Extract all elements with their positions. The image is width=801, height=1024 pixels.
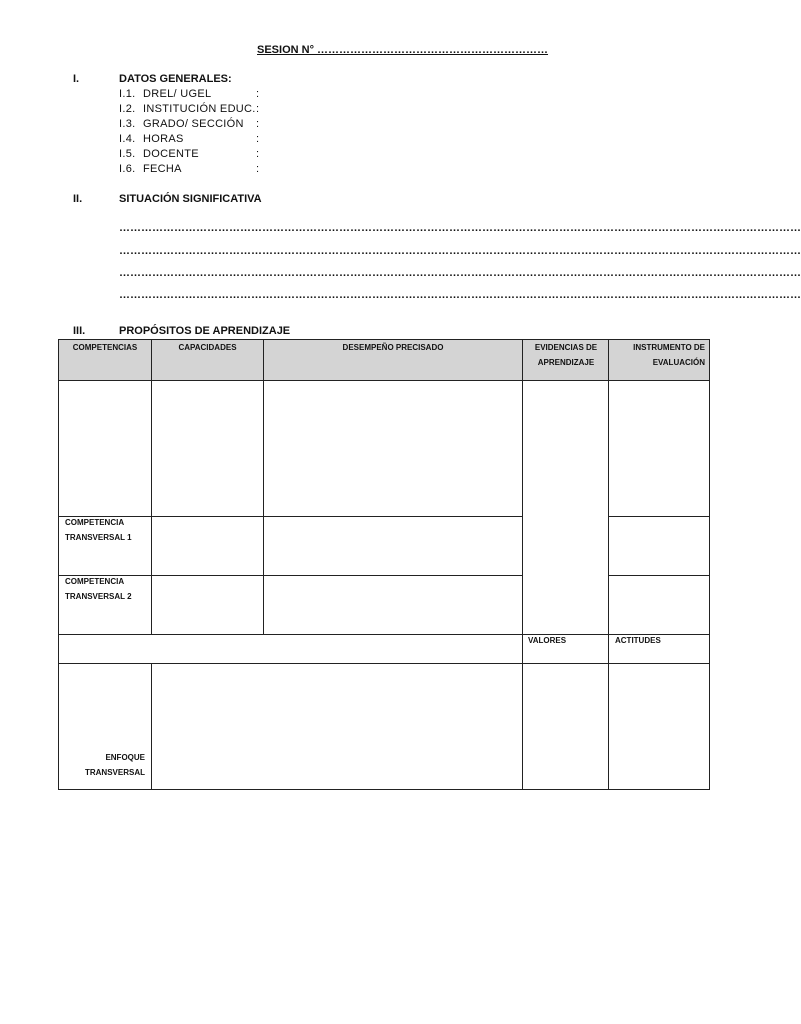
fill-line-1: …………………………………………………………………………………………………………………………………………………………………… <box>119 222 801 234</box>
capacidades-cell[interactable] <box>152 381 263 516</box>
item-5-label: DOCENTE <box>143 148 199 160</box>
item-5-number: I.5. <box>119 148 136 160</box>
competencias-cell[interactable] <box>59 381 151 516</box>
competencia-transversal-2-label: COMPETENCIA TRANSVERSAL 2 <box>65 577 132 601</box>
item-3-colon: : <box>256 118 260 130</box>
actitudes-label: ACTITUDES <box>615 636 661 645</box>
item-4-colon: : <box>256 133 260 145</box>
header-instrumento: INSTRUMENTO DE EVALUACIÓN <box>633 343 705 367</box>
learning-purposes-table <box>58 339 710 790</box>
divider <box>608 575 709 576</box>
header-evidencias: EVIDENCIAS DE APRENDIZAJE <box>534 343 598 367</box>
session-title: SESION N° ……………………………………………………… <box>257 44 549 56</box>
item-5-colon: : <box>256 148 260 160</box>
section-1-number: I. <box>73 73 80 85</box>
fill-line-3: …………………………………………………………………………………………………………………………………………………………………… <box>119 267 801 279</box>
item-6-label: FECHA <box>143 163 182 175</box>
item-1-number: I.1. <box>119 88 136 100</box>
item-4-label: HORAS <box>143 133 184 145</box>
divider <box>59 634 709 635</box>
item-1-colon: : <box>256 88 260 100</box>
header-capacidades: CAPACIDADES <box>178 343 237 352</box>
item-3-label: GRADO/ SECCIÓN <box>143 118 244 130</box>
item-1-label: DREL/ UGEL <box>143 88 212 100</box>
header-competencias: COMPETENCIAS <box>72 343 138 352</box>
enfoque-content-cell[interactable] <box>152 664 522 790</box>
divider <box>608 516 709 517</box>
section-2-heading: SITUACIÓN SIGNIFICATIVA <box>119 193 262 205</box>
fill-line-2: …………………………………………………………………………………………………………………………………………………………………… <box>119 245 801 257</box>
competencia-transversal-1-label: COMPETENCIA TRANSVERSAL 1 <box>65 518 132 542</box>
item-3-number: I.3. <box>119 118 136 130</box>
section-3-number: III. <box>73 325 86 337</box>
evidencias-cell[interactable] <box>523 381 608 634</box>
enfoque-transversal-label: ENFOQUE TRANSVERSAL <box>84 753 145 777</box>
instrumento-cell[interactable] <box>609 381 709 516</box>
section-1-heading: DATOS GENERALES: <box>119 73 232 85</box>
section-2-number: II. <box>73 193 83 205</box>
item-6-colon: : <box>256 163 260 175</box>
header-desempeno: DESEMPEÑO PRECISADO <box>342 343 444 352</box>
item-2-colon: : <box>256 103 260 115</box>
item-2-label: INSTITUCIÓN EDUC. <box>143 103 256 115</box>
item-6-number: I.6. <box>119 163 136 175</box>
item-2-number: I.2. <box>119 103 136 115</box>
fill-line-4: …………………………………………………………………………………………………………………………………………………………………… <box>119 289 801 301</box>
valores-label: VALORES <box>528 636 567 645</box>
item-4-number: I.4. <box>119 133 136 145</box>
section-3-heading: PROPÓSITOS DE APRENDIZAJE <box>119 325 291 337</box>
desempeno-cell[interactable] <box>264 381 522 516</box>
